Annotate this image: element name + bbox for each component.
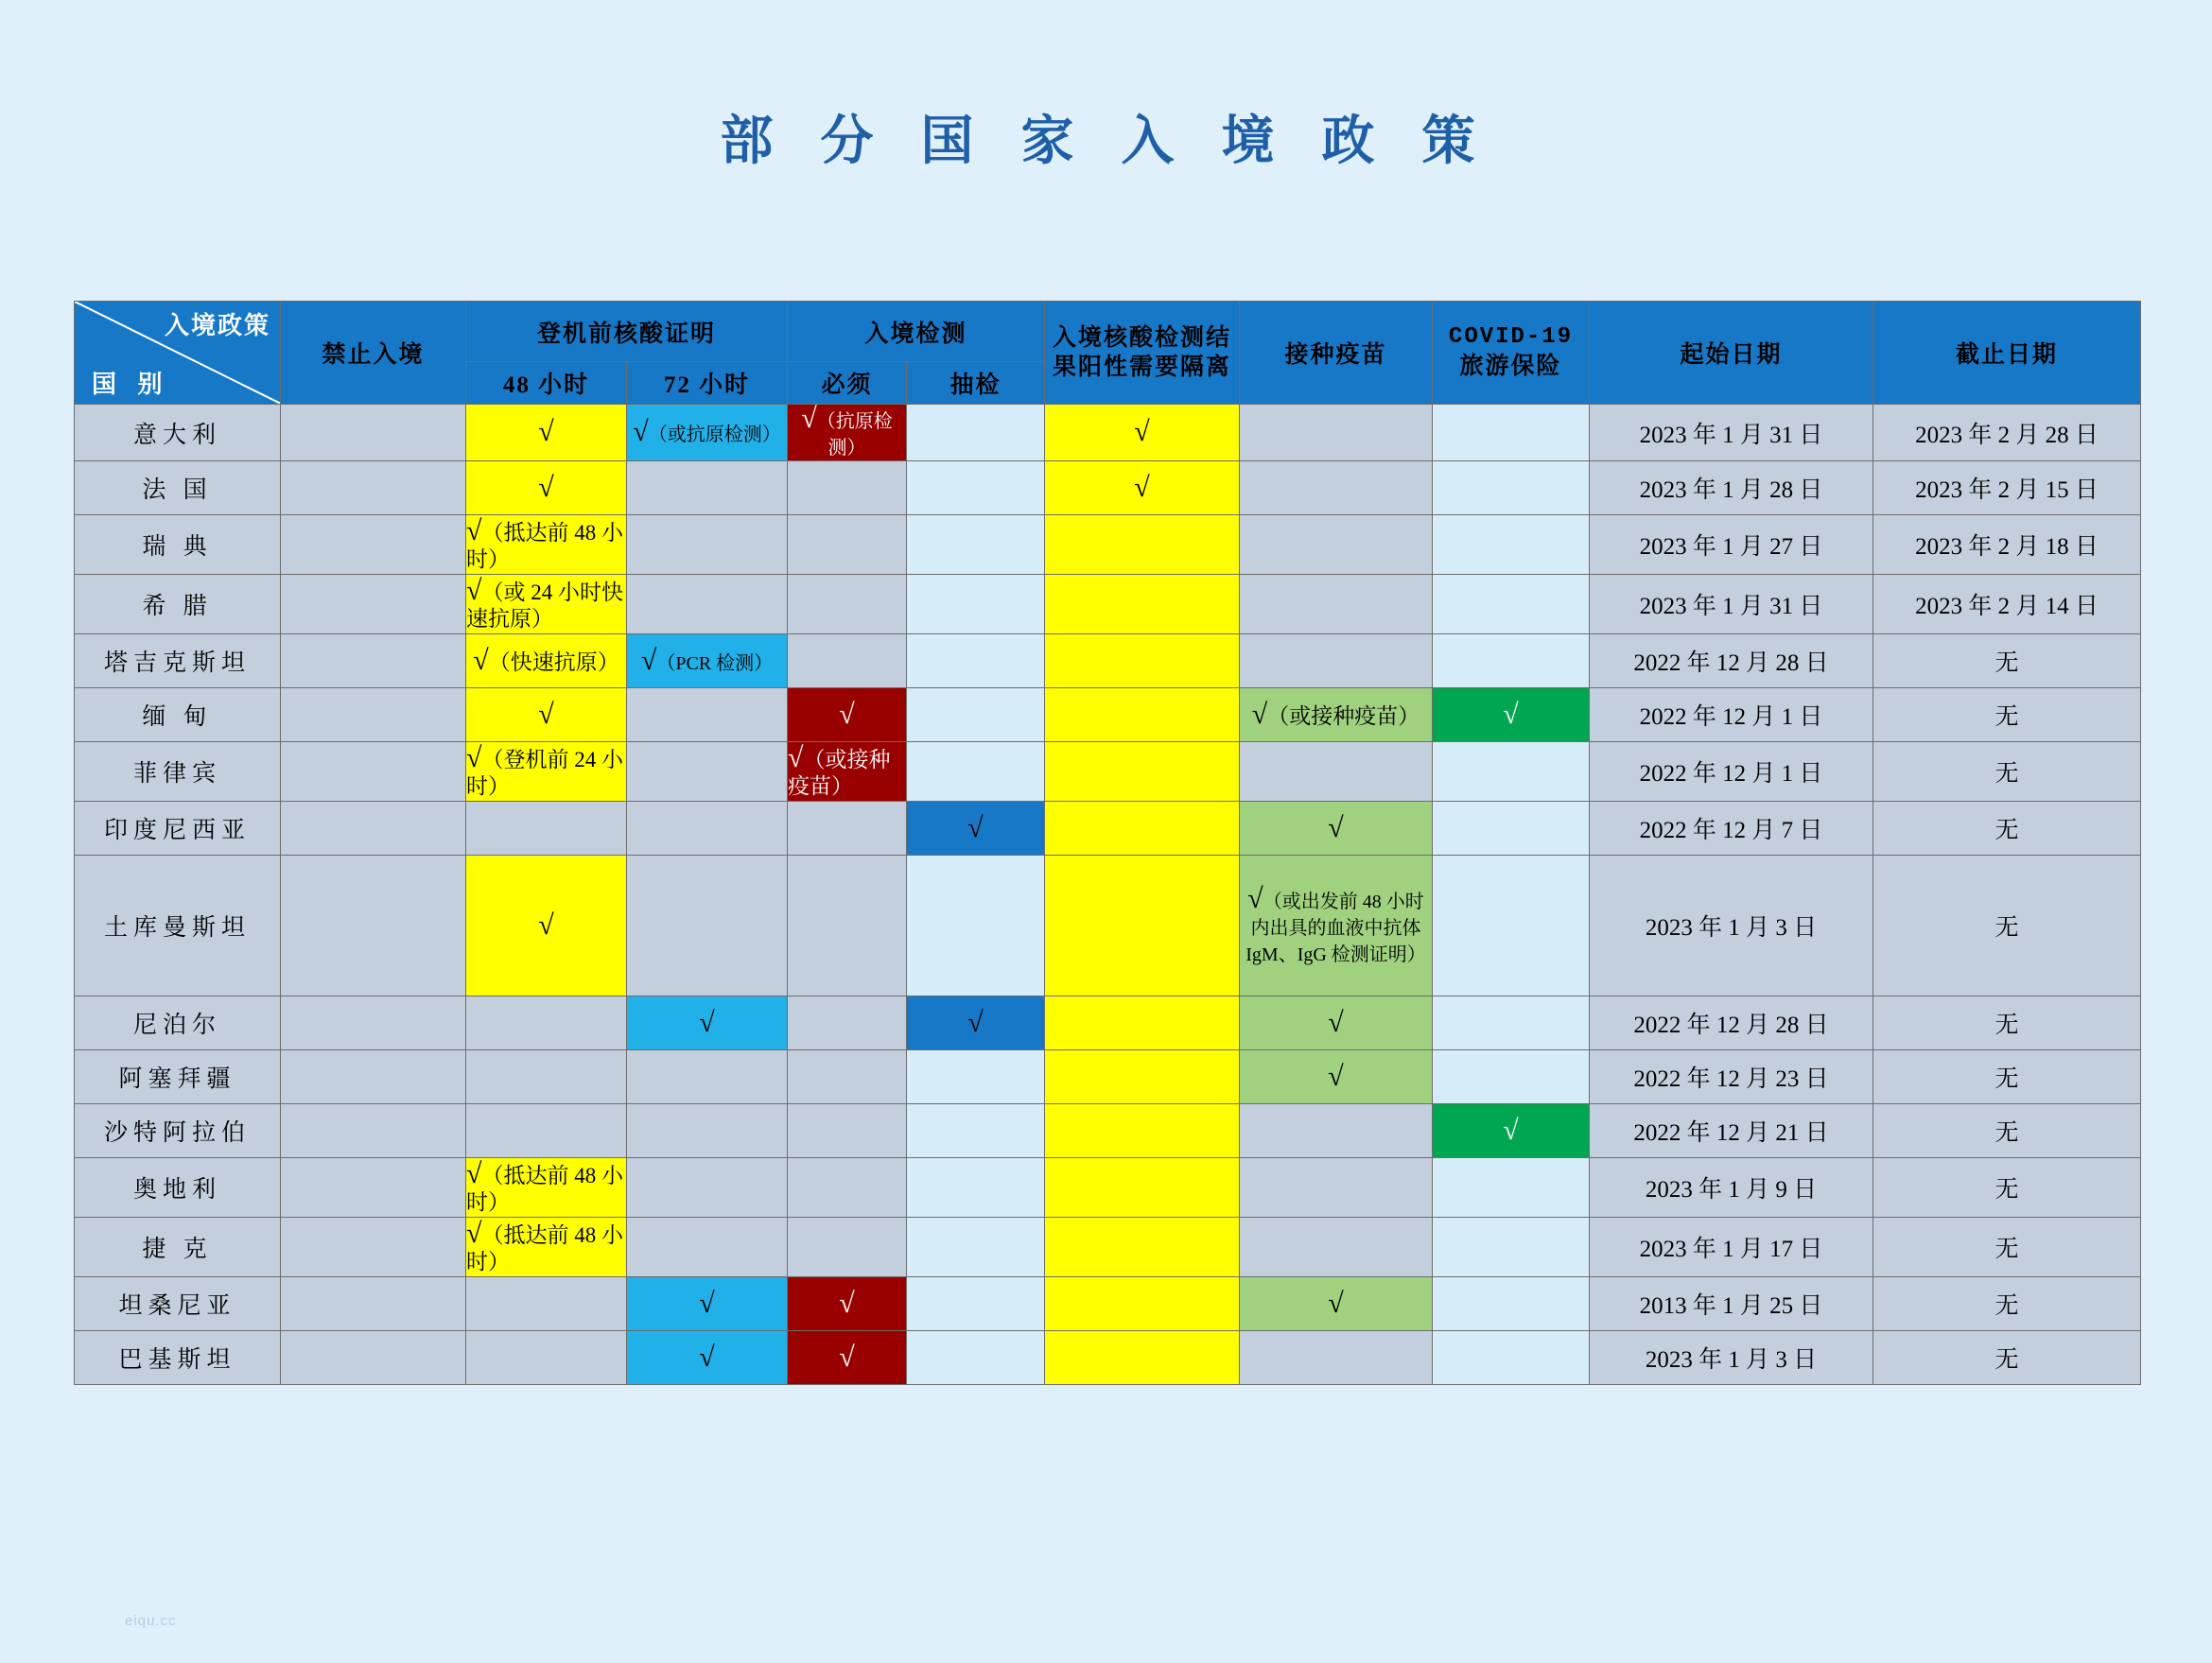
cell-note: （或接种疫苗）: [1267, 703, 1420, 728]
cell-end-date: 无: [1873, 688, 2141, 742]
check-icon: √: [788, 741, 804, 773]
cell-end-date: 无: [1873, 1104, 2141, 1158]
cell-preboard-48h: [466, 802, 627, 856]
cell-test-random: [907, 856, 1045, 996]
cell-preboard-72h: [627, 1050, 788, 1104]
cell-insurance: [1433, 461, 1590, 515]
cell-country: 瑞 典: [75, 515, 281, 575]
check-icon: √: [699, 1287, 715, 1319]
col-header-start-date: 起始日期: [1590, 302, 1873, 405]
cell-ban-entry: [281, 996, 466, 1050]
cell-country: 巴基斯坦: [75, 1331, 281, 1385]
cell-country: 缅 甸: [75, 688, 281, 742]
check-icon: √: [967, 1006, 984, 1038]
check-icon: √: [699, 1341, 715, 1373]
cell-start-date: 2022 年 12 月 1 日: [1590, 742, 1873, 802]
cell-vaccination: [1240, 688, 1433, 742]
cell-country: 阿塞拜疆: [75, 1050, 281, 1104]
col-header-entry-test: 入境检测: [788, 302, 1045, 362]
check-icon: √: [801, 403, 817, 434]
check-icon: √: [1328, 1287, 1344, 1319]
cell-positive-quarantine: [1045, 742, 1240, 802]
cell-start-date: 2013 年 1 月 25 日: [1590, 1277, 1873, 1331]
cell-preboard-48h: [466, 742, 627, 802]
cell-vaccination: [1240, 1331, 1433, 1385]
cell-end-date: 无: [1873, 742, 2141, 802]
check-icon: √: [967, 811, 984, 843]
cell-country: 塔吉克斯坦: [75, 634, 281, 688]
cell-start-date: 2023 年 1 月 17 日: [1590, 1218, 1873, 1277]
cell-test-required: [788, 575, 907, 634]
cell-preboard-72h: [627, 996, 788, 1050]
cell-test-random: [907, 1158, 1045, 1218]
cell-preboard-48h: [466, 575, 627, 634]
cell-test-required: [788, 1158, 907, 1218]
cell-vaccination: [1240, 742, 1433, 802]
table-row: [75, 1218, 2141, 1277]
check-icon: √: [640, 644, 657, 676]
col-header-preboard-48h: 48 小时: [466, 362, 627, 405]
check-icon: √: [1247, 882, 1263, 914]
cell-note: （抗原检测）: [816, 411, 893, 459]
cell-start-date: 2022 年 12 月 23 日: [1590, 1050, 1873, 1104]
cell-end-date: 无: [1873, 1331, 2141, 1385]
cell-test-required: [788, 742, 907, 802]
cell-preboard-72h: [627, 1218, 788, 1277]
cell-insurance: [1433, 405, 1590, 461]
cell-test-random: [907, 1104, 1045, 1158]
cell-preboard-72h: [627, 1158, 788, 1218]
cell-country: 希 腊: [75, 575, 281, 634]
cell-insurance: [1433, 742, 1590, 802]
cell-country: 土库曼斯坦: [75, 856, 281, 996]
cell-positive-quarantine: [1045, 405, 1240, 461]
cell-vaccination: [1240, 1050, 1433, 1104]
cell-positive-quarantine: [1045, 515, 1240, 575]
table-row: [75, 405, 2141, 461]
cell-positive-quarantine: [1045, 1218, 1240, 1277]
cell-test-required: [788, 1050, 907, 1104]
cell-vaccination: [1240, 802, 1433, 856]
cell-preboard-48h: [466, 515, 627, 575]
cell-end-date: 无: [1873, 1218, 2141, 1277]
cell-country: 法 国: [75, 461, 281, 515]
cell-test-random: [907, 634, 1045, 688]
check-icon: √: [466, 514, 482, 546]
cell-country: 沙特阿拉伯: [75, 1104, 281, 1158]
col-header-positive-quarantine: 入境核酸检测结果阳性需要隔离: [1045, 302, 1240, 405]
cell-start-date: 2023 年 1 月 28 日: [1590, 461, 1873, 515]
check-icon: √: [466, 1217, 482, 1249]
cell-test-random: [907, 1218, 1045, 1277]
cell-note: （登机前 24 小时）: [466, 747, 623, 798]
table-row: [75, 1104, 2141, 1158]
col-header-ban-entry: 禁止入境: [281, 302, 466, 405]
cell-positive-quarantine: [1045, 802, 1240, 856]
cell-vaccination: [1240, 1218, 1433, 1277]
cell-preboard-72h: [627, 1331, 788, 1385]
cell-start-date: 2022 年 12 月 21 日: [1590, 1104, 1873, 1158]
table-row: [75, 802, 2141, 856]
cell-preboard-72h: [627, 742, 788, 802]
cell-preboard-48h: [466, 1277, 627, 1331]
cell-preboard-48h: [466, 1331, 627, 1385]
cell-ban-entry: [281, 802, 466, 856]
cell-preboard-72h: [627, 575, 788, 634]
check-icon: √: [538, 416, 554, 447]
cell-insurance: [1433, 1331, 1590, 1385]
cell-preboard-48h: [466, 856, 627, 996]
cell-end-date: 2023 年 2 月 18 日: [1873, 515, 2141, 575]
cell-end-date: 无: [1873, 856, 2141, 996]
col-header-preboard-pcr: 登机前核酸证明: [466, 302, 788, 362]
cell-preboard-72h: [627, 688, 788, 742]
cell-ban-entry: [281, 634, 466, 688]
cell-test-required: [788, 461, 907, 515]
cell-start-date: 2023 年 1 月 3 日: [1590, 856, 1873, 996]
cell-ban-entry: [281, 1050, 466, 1104]
cell-insurance: [1433, 996, 1590, 1050]
cell-start-date: 2022 年 12 月 28 日: [1590, 996, 1873, 1050]
cell-start-date: 2023 年 1 月 31 日: [1590, 575, 1873, 634]
cell-vaccination: [1240, 575, 1433, 634]
cell-ban-entry: [281, 1331, 466, 1385]
cell-start-date: 2022 年 12 月 28 日: [1590, 634, 1873, 688]
cell-ban-entry: [281, 856, 466, 996]
cell-start-date: 2022 年 12 月 7 日: [1590, 802, 1873, 856]
cell-country: 奥地利: [75, 1158, 281, 1218]
cell-insurance: [1433, 1158, 1590, 1218]
table-body: [75, 405, 2141, 1385]
table-row: [75, 515, 2141, 575]
cell-note: （或 24 小时快速抗原）: [466, 580, 623, 631]
cell-positive-quarantine: [1045, 856, 1240, 996]
cell-country: 菲律宾: [75, 742, 281, 802]
cell-ban-entry: [281, 1277, 466, 1331]
cell-positive-quarantine: [1045, 996, 1240, 1050]
table-corner-header: [75, 302, 281, 405]
cell-preboard-48h: [466, 1104, 627, 1158]
check-icon: √: [839, 698, 855, 730]
cell-note: （快速抗原）: [488, 650, 619, 674]
cell-ban-entry: [281, 515, 466, 575]
check-icon: √: [1328, 1060, 1344, 1092]
cell-vaccination: [1240, 856, 1433, 996]
cell-preboard-48h: [466, 634, 627, 688]
cell-end-date: 2023 年 2 月 28 日: [1873, 405, 2141, 461]
cell-vaccination: [1240, 405, 1433, 461]
table-row: [75, 1277, 2141, 1331]
cell-test-random: [907, 575, 1045, 634]
col-header-vaccination: 接种疫苗: [1240, 302, 1433, 405]
cell-test-required: [788, 856, 907, 996]
check-icon: √: [1134, 471, 1150, 503]
cell-vaccination: [1240, 1277, 1433, 1331]
cell-country: 意大利: [75, 405, 281, 461]
cell-test-required: [788, 802, 907, 856]
cell-insurance: [1433, 1050, 1590, 1104]
cell-positive-quarantine: [1045, 634, 1240, 688]
cell-note: （PCR 检测）: [656, 652, 774, 674]
entry-policy-table: [74, 301, 2141, 1385]
cell-start-date: 2022 年 12 月 1 日: [1590, 688, 1873, 742]
cell-test-random: [907, 688, 1045, 742]
cell-ban-entry: [281, 461, 466, 515]
check-icon: √: [538, 471, 554, 503]
cell-start-date: 2023 年 1 月 3 日: [1590, 1331, 1873, 1385]
cell-positive-quarantine: [1045, 1277, 1240, 1331]
cell-test-random: [907, 515, 1045, 575]
cell-insurance: [1433, 856, 1590, 996]
table-row: [75, 1331, 2141, 1385]
check-icon: √: [839, 1287, 855, 1319]
cell-insurance: [1433, 802, 1590, 856]
col-header-test-random: 抽检: [907, 362, 1045, 405]
cell-country: 坦桑尼亚: [75, 1277, 281, 1331]
entry-policy-table-wrap: [74, 301, 2140, 1385]
page-title: 部 分 国 家 入 境 政 策: [720, 113, 1492, 171]
cell-start-date: 2023 年 1 月 27 日: [1590, 515, 1873, 575]
cell-test-required: [788, 1277, 907, 1331]
table-row: [75, 461, 2141, 515]
cell-end-date: 无: [1873, 634, 2141, 688]
check-icon: √: [538, 909, 554, 941]
cell-vaccination: [1240, 634, 1433, 688]
cell-preboard-72h: [627, 405, 788, 461]
cell-preboard-48h: [466, 461, 627, 515]
check-icon: √: [466, 574, 482, 606]
check-icon: √: [839, 1341, 855, 1373]
cell-test-random: [907, 461, 1045, 515]
cell-test-random: [907, 802, 1045, 856]
cell-preboard-48h: [466, 405, 627, 461]
cell-positive-quarantine: [1045, 575, 1240, 634]
cell-note: （抵达前 48 小时）: [466, 1163, 623, 1214]
cell-ban-entry: [281, 1104, 466, 1158]
cell-ban-entry: [281, 1158, 466, 1218]
cell-note: （抵达前 48 小时）: [466, 520, 623, 571]
table-row: [75, 1050, 2141, 1104]
cell-end-date: 无: [1873, 1158, 2141, 1218]
check-icon: √: [1328, 1006, 1344, 1038]
cell-test-required: [788, 1331, 907, 1385]
cell-positive-quarantine: [1045, 1104, 1240, 1158]
check-icon: √: [699, 1006, 715, 1038]
cell-end-date: 无: [1873, 1050, 2141, 1104]
cell-test-required: [788, 1218, 907, 1277]
cell-test-random: [907, 1050, 1045, 1104]
corner-label-country: 国 别: [92, 371, 170, 398]
cell-note: （或抗原检测）: [648, 424, 781, 445]
cell-test-required: [788, 515, 907, 575]
cell-start-date: 2023 年 1 月 31 日: [1590, 405, 1873, 461]
cell-vaccination: [1240, 996, 1433, 1050]
cell-note: （或接种疫苗）: [788, 747, 891, 798]
cell-end-date: 无: [1873, 1277, 2141, 1331]
cell-note: （或出发前 48 小时内出具的血液中抗体 IgM、IgG 检测证明）: [1245, 891, 1426, 965]
cell-insurance: [1433, 688, 1590, 742]
cell-test-random: [907, 405, 1045, 461]
table-row: [75, 575, 2141, 634]
check-icon: √: [1328, 811, 1344, 843]
insurance-label-line2: 旅游保险: [1459, 354, 1562, 380]
cell-test-required: [788, 1104, 907, 1158]
cell-positive-quarantine: [1045, 1331, 1240, 1385]
cell-end-date: 2023 年 2 月 15 日: [1873, 461, 2141, 515]
check-icon: √: [1503, 698, 1519, 730]
cell-preboard-48h: [466, 1218, 627, 1277]
corner-label-policy: 入境政策: [164, 312, 270, 339]
check-icon: √: [633, 416, 649, 447]
table-row: [75, 1158, 2141, 1218]
col-header-test-required: 必须: [788, 362, 907, 405]
cell-positive-quarantine: [1045, 461, 1240, 515]
cell-positive-quarantine: [1045, 1050, 1240, 1104]
cell-preboard-48h: [466, 1050, 627, 1104]
cell-vaccination: [1240, 515, 1433, 575]
cell-ban-entry: [281, 742, 466, 802]
cell-test-random: [907, 1277, 1045, 1331]
cell-positive-quarantine: [1045, 1158, 1240, 1218]
cell-vaccination: [1240, 1158, 1433, 1218]
insurance-label-line1: COVID-19: [1448, 324, 1574, 351]
cell-preboard-48h: [466, 1158, 627, 1218]
col-header-preboard-72h: 72 小时: [627, 362, 788, 405]
cell-preboard-72h: [627, 802, 788, 856]
cell-test-random: [907, 742, 1045, 802]
cell-positive-quarantine: [1045, 688, 1240, 742]
cell-country: 尼泊尔: [75, 996, 281, 1050]
cell-preboard-72h: [627, 515, 788, 575]
cell-insurance: [1433, 1277, 1590, 1331]
cell-preboard-72h: [627, 856, 788, 996]
cell-insurance: [1433, 1104, 1590, 1158]
check-icon: √: [1134, 416, 1150, 447]
cell-preboard-72h: [627, 461, 788, 515]
check-icon: √: [466, 1157, 482, 1189]
cell-test-random: [907, 1331, 1045, 1385]
cell-test-required: [788, 634, 907, 688]
cell-insurance: [1433, 515, 1590, 575]
cell-preboard-48h: [466, 996, 627, 1050]
cell-ban-entry: [281, 575, 466, 634]
col-header-insurance: [1433, 302, 1590, 405]
cell-preboard-72h: [627, 1277, 788, 1331]
table-row: [75, 996, 2141, 1050]
watermark: eiqu.cc: [125, 1613, 177, 1629]
col-header-end-date: 截止日期: [1873, 302, 2141, 405]
cell-preboard-48h: [466, 688, 627, 742]
cell-country: 印度尼西亚: [75, 802, 281, 856]
cell-preboard-72h: [627, 634, 788, 688]
check-icon: √: [1503, 1114, 1519, 1146]
check-icon: √: [473, 644, 489, 676]
cell-insurance: [1433, 1218, 1590, 1277]
table-row: [75, 688, 2141, 742]
cell-test-required: [788, 996, 907, 1050]
cell-insurance: [1433, 575, 1590, 634]
cell-ban-entry: [281, 688, 466, 742]
cell-end-date: 2023 年 2 月 14 日: [1873, 575, 2141, 634]
cell-end-date: 无: [1873, 996, 2141, 1050]
cell-start-date: 2023 年 1 月 9 日: [1590, 1158, 1873, 1218]
cell-ban-entry: [281, 405, 466, 461]
cell-vaccination: [1240, 1104, 1433, 1158]
cell-test-required: [788, 688, 907, 742]
cell-end-date: 无: [1873, 802, 2141, 856]
cell-note: （抵达前 48 小时）: [466, 1222, 623, 1273]
check-icon: √: [466, 741, 482, 773]
cell-ban-entry: [281, 1218, 466, 1277]
cell-preboard-72h: [627, 1104, 788, 1158]
table-row: [75, 856, 2141, 996]
check-icon: √: [1251, 698, 1268, 730]
table-row: [75, 634, 2141, 688]
cell-insurance: [1433, 634, 1590, 688]
cell-country: 捷 克: [75, 1218, 281, 1277]
cell-test-random: [907, 996, 1045, 1050]
check-icon: √: [538, 698, 554, 730]
cell-vaccination: [1240, 461, 1433, 515]
cell-test-required: [788, 405, 907, 461]
table-row: [75, 742, 2141, 802]
